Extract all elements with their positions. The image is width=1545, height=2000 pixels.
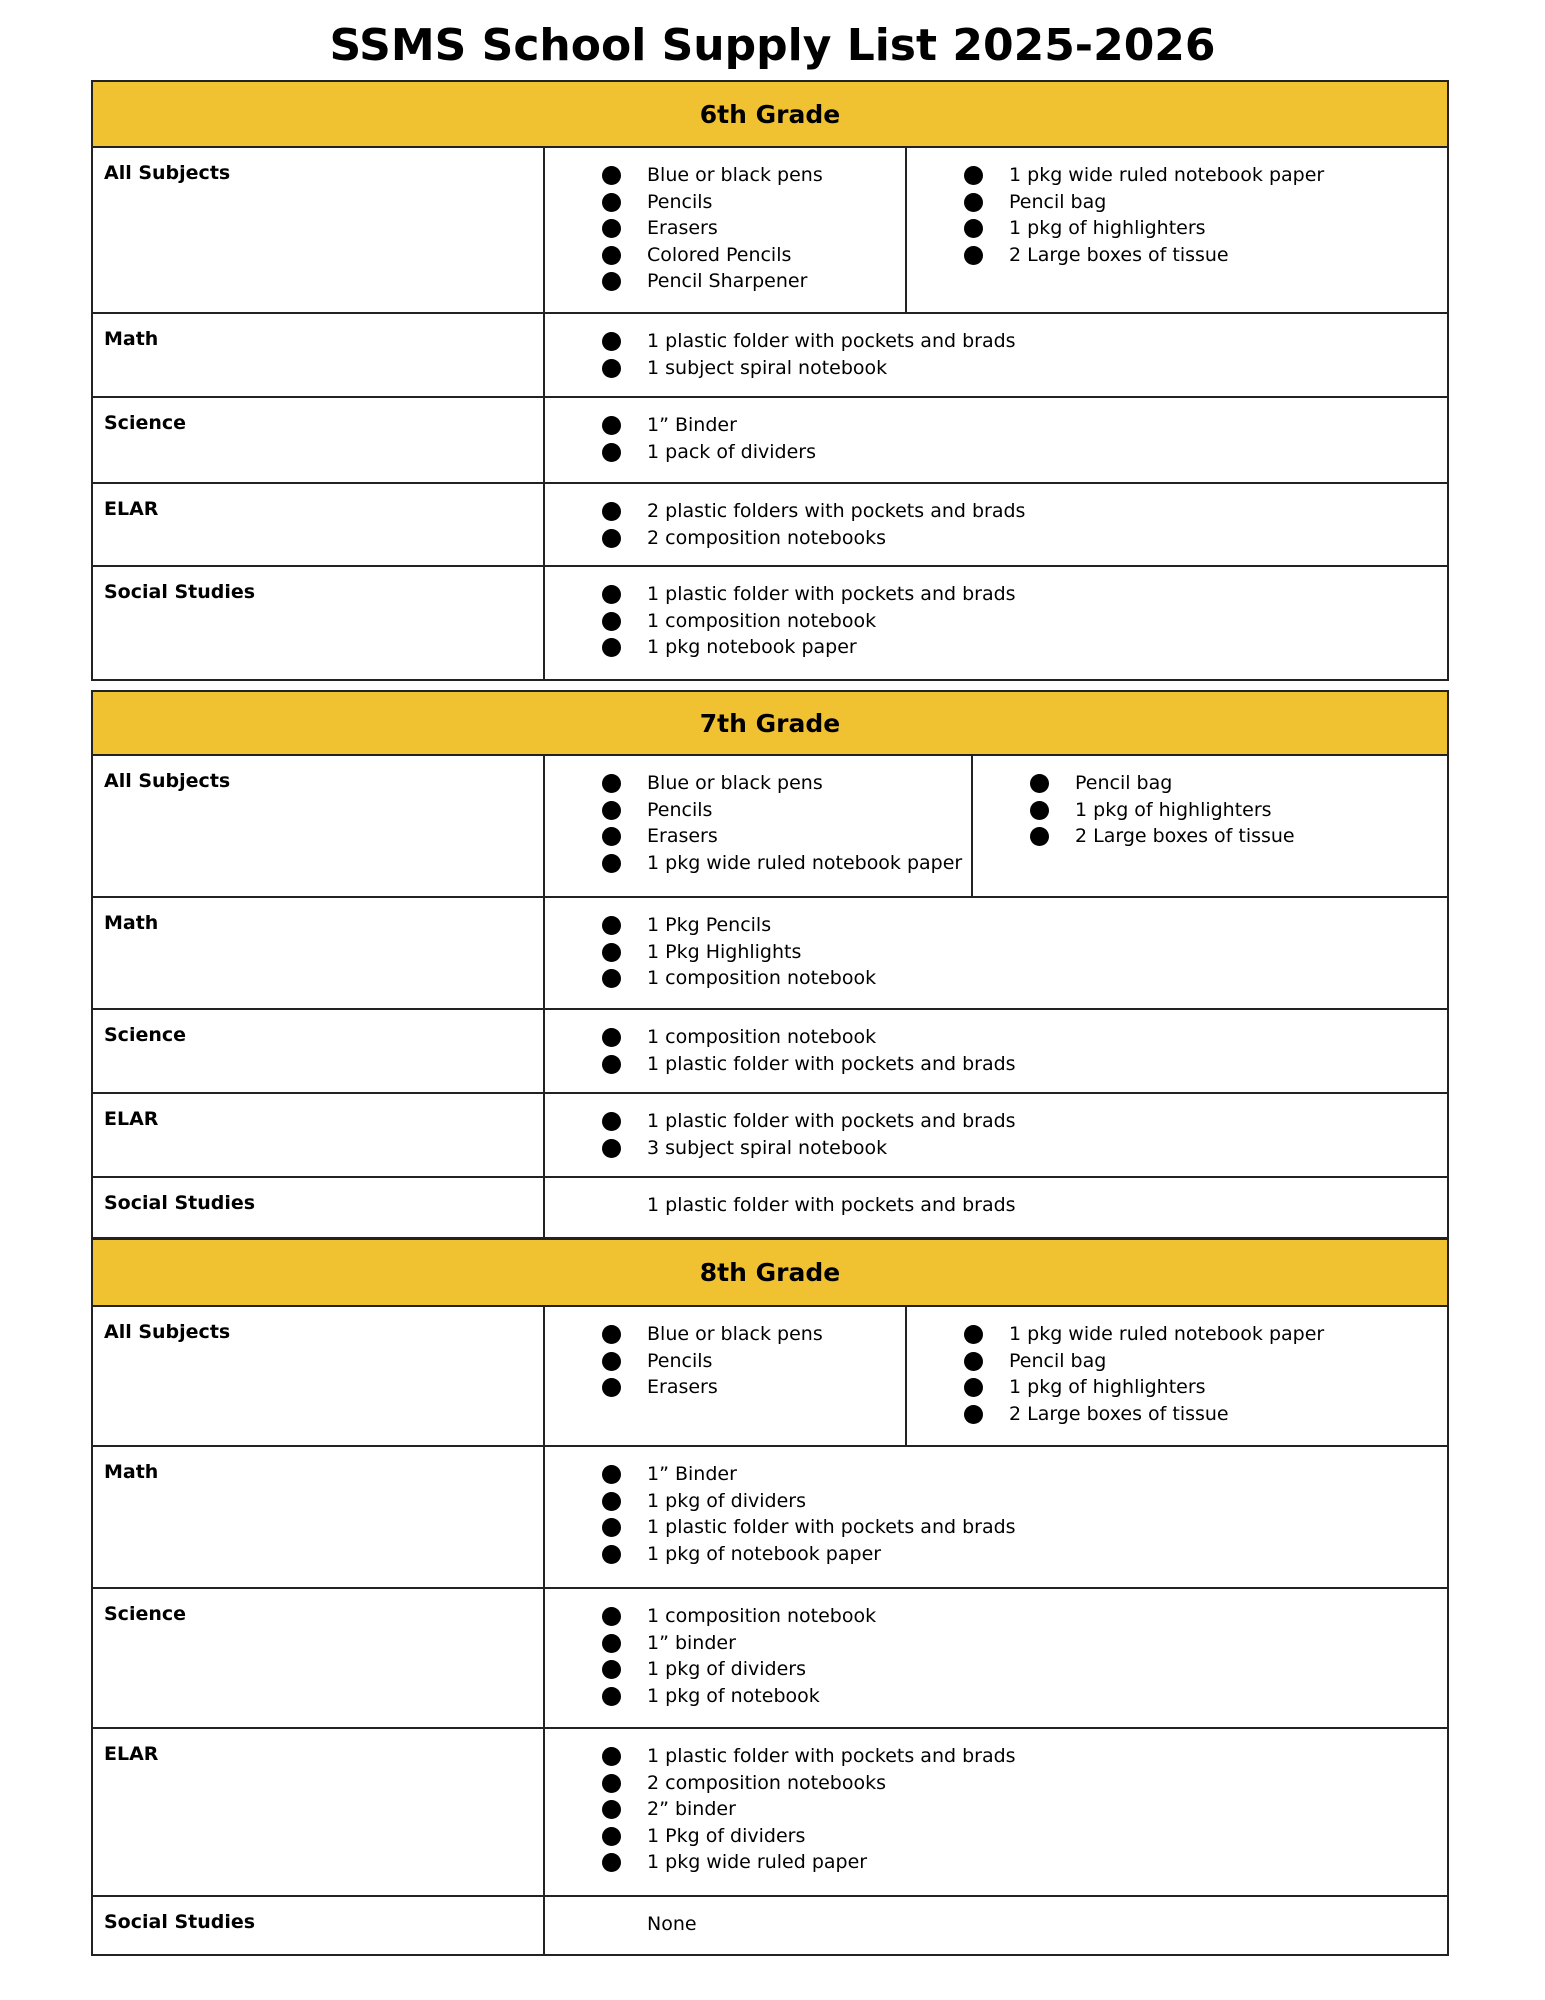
subject-row [93, 398, 1447, 484]
subject-row [93, 1729, 1447, 1897]
bullet-icon [602, 612, 621, 631]
bullet-icon [602, 1545, 621, 1564]
supply-item [907, 1401, 1447, 1428]
supply-column [545, 1010, 1447, 1092]
bullet-icon [602, 1325, 621, 1344]
supply-item [907, 1321, 1447, 1348]
supply-item [545, 215, 905, 242]
supply-items [545, 1729, 1447, 1895]
bullet-icon [602, 585, 621, 604]
grade-header: 6th Grade [93, 82, 1447, 148]
supply-item [545, 939, 1447, 966]
supply-list [907, 1321, 1447, 1427]
supply-list [545, 1321, 905, 1401]
subject-row [93, 1589, 1447, 1729]
supply-list [545, 1461, 1447, 1567]
supply-item-text: 1 pack of dividers [647, 440, 816, 463]
supply-list [545, 912, 1447, 992]
supply-item-text: 1 pkg of notebook paper [647, 1542, 882, 1565]
supply-item [973, 770, 1447, 797]
supply-item-text: 1 composition notebook [647, 1605, 877, 1627]
supply-list [545, 328, 1447, 381]
supply-items [545, 1897, 1447, 1954]
supply-list [907, 162, 1447, 268]
subject-row [93, 484, 1447, 567]
supply-item-text: 1” Binder [647, 1463, 737, 1485]
supply-item-text: 1 plastic folder with pockets and brads [647, 583, 1016, 605]
bullet-icon [602, 1139, 621, 1158]
supply-item-text: 1 plastic folder with pockets and brads [647, 1745, 1016, 1767]
bullet-icon [602, 969, 621, 988]
supply-column [545, 1094, 1447, 1176]
bullet-icon [602, 943, 621, 962]
supply-item-text: None [647, 1913, 697, 1935]
supply-item-text: 1 pkg of dividers [647, 1489, 806, 1512]
bullet-icon [964, 1378, 983, 1397]
supply-item-text: 1 plastic folder with pockets and brads [647, 1110, 1016, 1132]
supply-item-text: 1” Binder [647, 414, 737, 436]
bullet-icon [602, 246, 621, 265]
bullet-icon [602, 416, 621, 435]
bullet-icon [964, 1352, 983, 1371]
supply-item-text: Blue or black pens [647, 1323, 823, 1345]
bullet-icon [602, 1774, 621, 1793]
bullet-icon [602, 774, 621, 793]
supply-item [545, 1348, 905, 1375]
supply-item [545, 525, 1447, 552]
bullet-icon [964, 1325, 983, 1344]
bullet-icon [602, 854, 621, 873]
subject-label: Science [93, 1010, 545, 1092]
supply-item-text: 2 composition notebooks [647, 526, 887, 549]
supply-items [545, 567, 1447, 679]
subject-row [93, 314, 1447, 398]
bullet-icon [602, 443, 621, 462]
bullet-icon [602, 272, 621, 291]
bullet-icon [964, 1405, 983, 1424]
supply-item [545, 1911, 1447, 1938]
bullet-icon [602, 801, 621, 820]
bullet-icon [602, 332, 621, 351]
supply-column-left [545, 148, 907, 312]
bullet-icon [1030, 774, 1049, 793]
supply-item-text: Pencil bag [1009, 1349, 1107, 1372]
subject-label: Social Studies [93, 1178, 545, 1237]
supply-item [545, 1192, 1447, 1219]
supply-item-text: 2 plastic folders with pockets and brads [647, 500, 1026, 522]
supply-item [545, 770, 971, 797]
bullet-icon [602, 1465, 621, 1484]
supply-item [545, 1683, 1447, 1710]
supply-item-text: 1 pkg notebook paper [647, 636, 857, 658]
supply-item-text: Pencil bag [1009, 190, 1107, 213]
supply-column [545, 898, 1447, 1008]
supply-items [545, 1010, 1447, 1092]
supply-item [545, 912, 1447, 939]
supply-item-text: 1” binder [647, 1631, 736, 1654]
subject-label: Science [93, 398, 545, 482]
supply-list [973, 770, 1447, 850]
supply-item [545, 268, 905, 295]
subject-row [93, 1094, 1447, 1178]
supply-item-text: 1 pkg of highlighters [1075, 798, 1272, 821]
supply-column [545, 484, 1447, 565]
supply-item [545, 1541, 1447, 1568]
subject-label: ELAR [93, 1094, 545, 1176]
bullet-icon [602, 359, 621, 378]
supply-item-text: 2 Large boxes of tissue [1009, 1402, 1229, 1425]
supply-item [545, 328, 1447, 355]
subject-row [93, 148, 1447, 314]
supply-item [545, 355, 1447, 382]
supply-item-text: 2” binder [647, 1798, 736, 1820]
subject-label: Math [93, 314, 545, 396]
bullet-icon [602, 1518, 621, 1537]
bullet-icon [602, 1607, 621, 1626]
subject-row [93, 1178, 1447, 1237]
supply-item-text: 2 Large boxes of tissue [1075, 825, 1295, 847]
supply-list [545, 581, 1447, 661]
supply-column [545, 1178, 1447, 1237]
subject-row [93, 1447, 1447, 1589]
supply-item [907, 1374, 1447, 1401]
supply-items [545, 756, 1447, 896]
supply-item-text: 1 Pkg of dividers [647, 1824, 806, 1847]
subject-row [93, 898, 1447, 1010]
supply-item-text: 1 pkg wide ruled paper [647, 1851, 868, 1873]
supply-item [545, 439, 1447, 466]
supply-item [545, 1796, 1447, 1823]
bullet-icon [1030, 827, 1049, 846]
subject-label: All Subjects [93, 756, 545, 896]
supply-item [545, 1374, 905, 1401]
supply-item [545, 1743, 1447, 1770]
bullet-icon [964, 166, 983, 185]
supply-item-text: 1 plastic folder with pockets and brads [647, 1194, 1016, 1216]
grade-section [91, 690, 1449, 1239]
subject-label: ELAR [93, 484, 545, 565]
bullet-icon [602, 502, 621, 521]
grade-header: 8th Grade [93, 1240, 1447, 1307]
supply-item [545, 162, 905, 189]
supply-item [545, 1603, 1447, 1630]
supply-column [545, 1447, 1447, 1587]
supply-item [907, 215, 1447, 242]
supply-item-text: 1 Pkg Pencils [647, 914, 772, 936]
bullet-icon [964, 193, 983, 212]
supply-item-text: Pencil bag [1075, 772, 1173, 794]
subject-row [93, 1307, 1447, 1447]
supply-item [545, 581, 1447, 608]
supply-item [545, 823, 971, 850]
supply-item [973, 823, 1447, 850]
supply-items [545, 1178, 1447, 1237]
supply-list [545, 162, 905, 295]
subject-label: Math [93, 1447, 545, 1587]
supply-item [545, 242, 905, 269]
bullet-icon [602, 638, 621, 657]
supply-item-text: 1 Pkg Highlights [647, 940, 802, 963]
supply-column-left [545, 1307, 907, 1445]
supply-item-text: 3 subject spiral notebook [647, 1136, 888, 1159]
supply-item-text: 1 plastic folder with pockets and brads [647, 1516, 1016, 1538]
supply-items [545, 314, 1447, 396]
supply-item-text: Pencils [647, 798, 713, 821]
supply-list [545, 498, 1447, 551]
supply-item [907, 242, 1447, 269]
supply-item [545, 1051, 1447, 1078]
supply-column [545, 1729, 1447, 1895]
supply-item [545, 850, 971, 877]
supply-item [973, 797, 1447, 824]
supply-item-text: 1 pkg wide ruled notebook paper [1009, 1323, 1325, 1345]
supply-item [545, 1135, 1447, 1162]
bullet-icon [602, 529, 621, 548]
bullet-icon [602, 1055, 621, 1074]
supply-item-text: 1 pkg wide ruled notebook paper [647, 851, 963, 874]
supply-item-text: Blue or black pens [647, 164, 823, 186]
supply-item-text: Erasers [647, 825, 718, 847]
supply-item [545, 1630, 1447, 1657]
supply-item [545, 189, 905, 216]
supply-column [545, 314, 1447, 396]
supply-column-right [973, 756, 1447, 896]
bullet-icon [602, 916, 621, 935]
subject-label: Science [93, 1589, 545, 1727]
supply-item-text: Pencil Sharpener [647, 270, 808, 292]
supply-item-text: 1 composition notebook [647, 967, 877, 989]
subject-row [93, 1010, 1447, 1094]
supply-items [545, 398, 1447, 482]
supply-item-text: 1 pkg of notebook [647, 1684, 820, 1707]
subject-row [93, 567, 1447, 679]
bullet-icon [602, 1634, 621, 1653]
bullet-icon [602, 219, 621, 238]
bullet-icon [602, 1352, 621, 1371]
supply-list [545, 1743, 1447, 1876]
supply-list [545, 1024, 1447, 1077]
subject-row [93, 1897, 1447, 1954]
bullet-icon [602, 193, 621, 212]
supply-items [545, 898, 1447, 1008]
supply-item [545, 412, 1447, 439]
supply-item [545, 608, 1447, 635]
supply-items [545, 484, 1447, 565]
supply-item [545, 634, 1447, 661]
supply-item-text: Pencils [647, 1349, 713, 1372]
supply-item-text: 1 composition notebook [647, 1026, 877, 1048]
subject-row [93, 756, 1447, 898]
subject-label: All Subjects [93, 148, 545, 312]
bullet-icon [964, 246, 983, 265]
supply-column-left [545, 756, 973, 896]
supply-list [545, 1603, 1447, 1709]
supply-column [545, 1897, 1447, 1954]
supply-item [545, 1823, 1447, 1850]
supply-list [545, 412, 1447, 465]
supply-item-text: 1 pkg of dividers [647, 1658, 806, 1680]
supply-item [545, 1321, 905, 1348]
supply-item-text: 1 pkg of highlighters [1009, 1376, 1206, 1398]
supply-item [907, 162, 1447, 189]
page-title: SSMS School Supply List 2025-2026 [329, 20, 1216, 71]
supply-item [545, 965, 1447, 992]
supply-item [545, 1108, 1447, 1135]
supply-item-text: Pencils [647, 190, 713, 213]
supply-item-text: 1 composition notebook [647, 609, 877, 632]
bullet-icon [602, 1378, 621, 1397]
supply-column-right [907, 1307, 1447, 1445]
supply-items [545, 1094, 1447, 1176]
supply-item [545, 1656, 1447, 1683]
supply-item-text: 1 plastic folder with pockets and brads [647, 1052, 1016, 1075]
supply-items [545, 148, 1447, 312]
bullet-icon [602, 1660, 621, 1679]
supply-list [545, 770, 971, 876]
supply-list [545, 1192, 1447, 1219]
grade-section [91, 80, 1449, 681]
subject-label: Math [93, 898, 545, 1008]
supply-item-text: 1 pkg wide ruled notebook paper [1009, 164, 1325, 186]
supply-item [907, 1348, 1447, 1375]
grade-section [91, 1238, 1449, 1956]
subject-label: Social Studies [93, 1897, 545, 1954]
supply-item [545, 797, 971, 824]
supply-items [545, 1589, 1447, 1727]
bullet-icon [602, 1028, 621, 1047]
supply-item-text: 1 pkg of highlighters [1009, 217, 1206, 239]
supply-column-right [907, 148, 1447, 312]
bullet-icon [964, 219, 983, 238]
bullet-icon [602, 1112, 621, 1131]
supply-item [545, 1488, 1447, 1515]
supply-items [545, 1307, 1447, 1445]
supply-item-text: Erasers [647, 217, 718, 239]
grade-header: 7th Grade [93, 692, 1447, 756]
bullet-icon [602, 1747, 621, 1766]
supply-item [907, 189, 1447, 216]
supply-list [545, 1108, 1447, 1161]
supply-item [545, 1024, 1447, 1051]
supply-item [545, 1770, 1447, 1797]
supply-list [545, 1911, 1447, 1938]
supply-item-text: Erasers [647, 1376, 718, 1398]
supply-item-text: 2 composition notebooks [647, 1771, 887, 1794]
subject-label: ELAR [93, 1729, 545, 1895]
bullet-icon [602, 166, 621, 185]
bullet-icon [602, 1800, 621, 1819]
supply-item [545, 1849, 1447, 1876]
supply-items [545, 1447, 1447, 1587]
supply-item-text: 1 plastic folder with pockets and brads [647, 330, 1016, 352]
supply-column [545, 398, 1447, 482]
bullet-icon [1030, 801, 1049, 820]
supply-item-text: Colored Pencils [647, 243, 792, 266]
bullet-icon [602, 1492, 621, 1511]
subject-label: All Subjects [93, 1307, 545, 1445]
supply-item-text: 1 subject spiral notebook [647, 356, 888, 379]
supply-column [545, 1589, 1447, 1727]
bullet-icon [602, 1687, 621, 1706]
bullet-icon [602, 1853, 621, 1872]
supply-column [545, 567, 1447, 679]
supply-item [545, 498, 1447, 525]
bullet-icon [602, 827, 621, 846]
supply-item-text: 2 Large boxes of tissue [1009, 243, 1229, 266]
supply-item-text: Blue or black pens [647, 772, 823, 794]
supply-item [545, 1461, 1447, 1488]
bullet-icon [602, 1827, 621, 1846]
subject-label: Social Studies [93, 567, 545, 679]
supply-item [545, 1514, 1447, 1541]
